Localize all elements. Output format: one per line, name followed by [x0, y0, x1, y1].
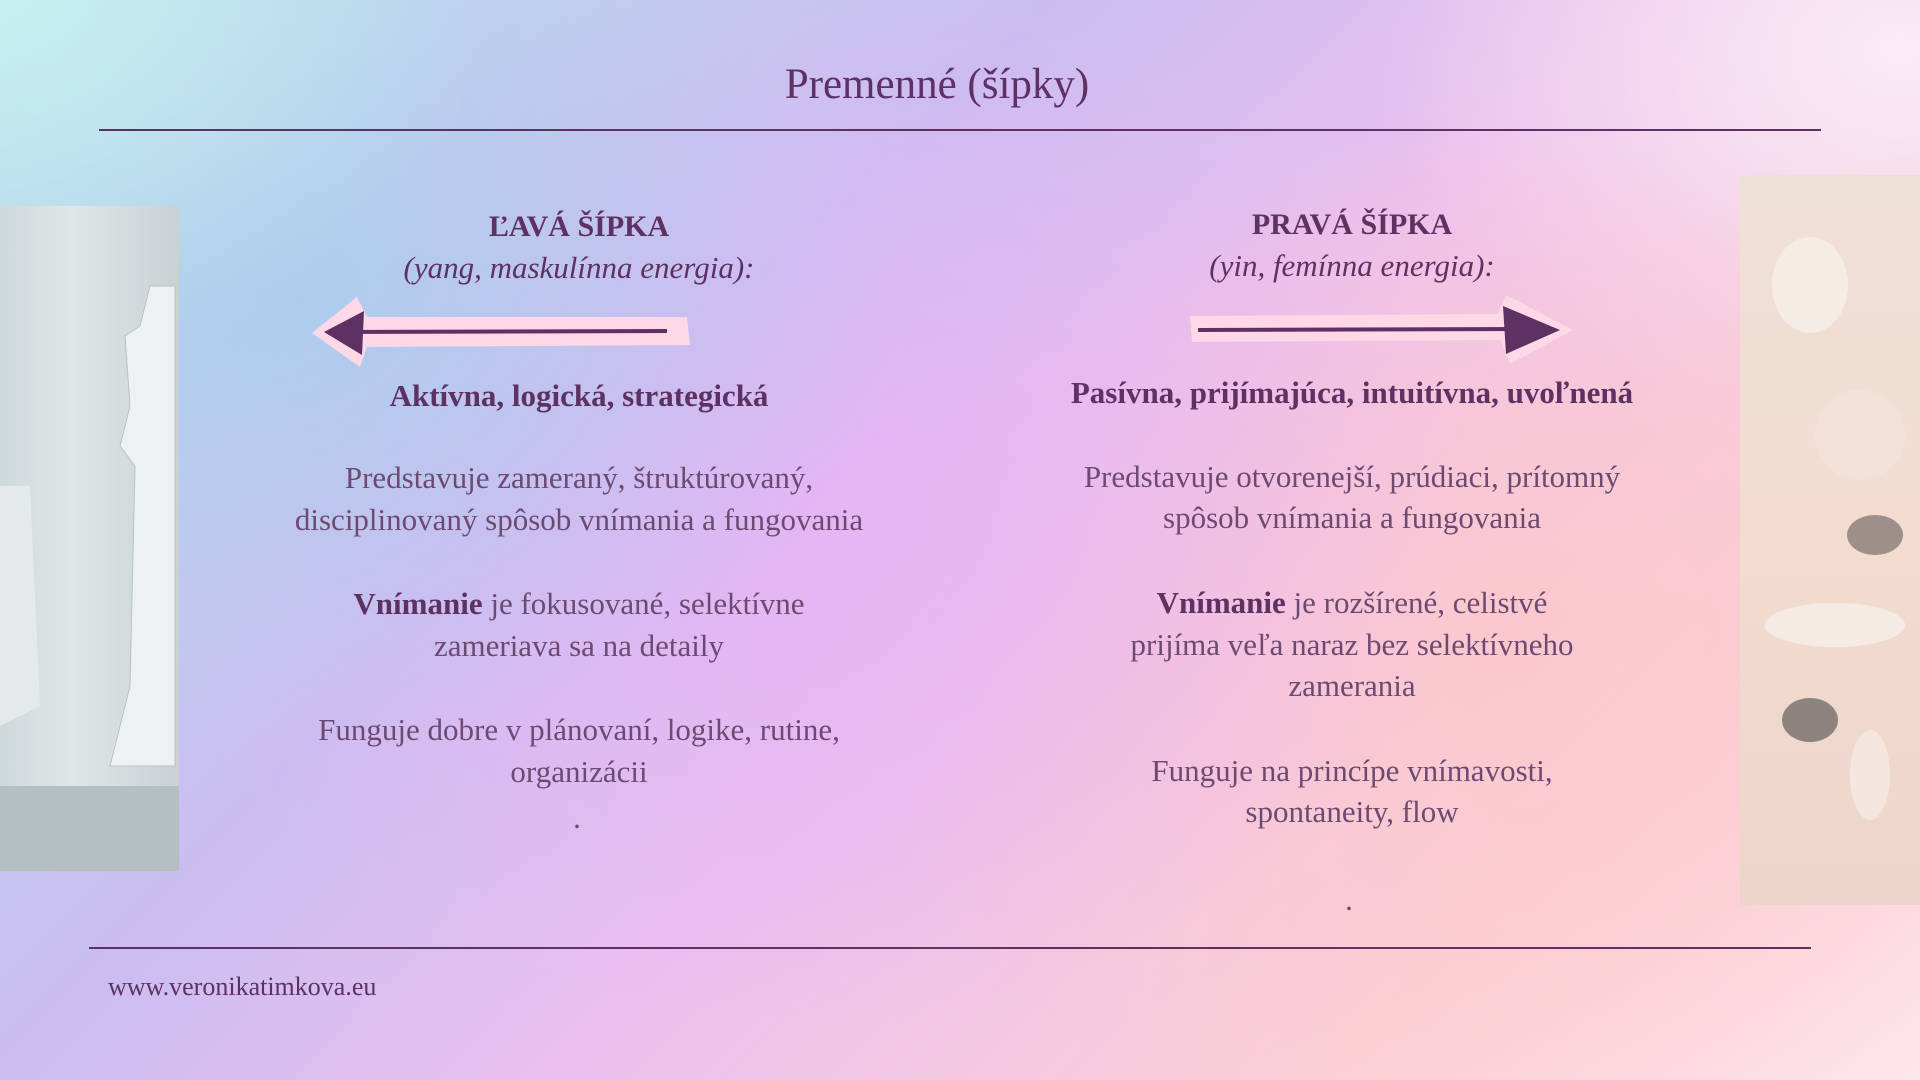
right-perception-line2: prijíma veľa naraz bez selektívneho — [1130, 627, 1574, 662]
left-perception-label: Vnímanie — [353, 586, 483, 621]
bottom-divider — [89, 947, 1811, 949]
right-description-line1: Predstavuje otvorenejší, prúdiaci, prítomný — [1083, 459, 1621, 494]
right-function-line1: Funguje na princípe vnímavosti, — [1151, 753, 1553, 788]
right-description-line2: spôsob vnímania a fungovania — [1163, 500, 1541, 535]
chess-image — [0, 206, 179, 871]
arrow-right-icon — [1188, 292, 1573, 372]
left-function-line1: Funguje dobre v plánovaní, logike, rutine, — [318, 712, 840, 747]
arrow-left-icon — [312, 295, 692, 375]
right-perception-line3: zamerania — [1288, 668, 1416, 703]
right-arrow-subheading: (yin, femínna energia): — [1209, 248, 1495, 283]
right-arrow-heading: PRAVÁ ŠÍPKA — [1251, 208, 1453, 241]
left-dot: . — [573, 800, 581, 835]
left-description-line2: disciplinovaný spôsob vnímania a fungovania — [294, 502, 864, 537]
left-keywords: Aktívna, logická, strategická — [389, 378, 769, 413]
page-title: Premenné (šípky) — [784, 61, 1090, 108]
left-perception-line1 — [353, 586, 804, 622]
left-perception-text: je fokusované, selektívne — [482, 586, 805, 621]
right-perception-line1 — [1157, 585, 1548, 621]
right-dot: . — [1345, 882, 1353, 917]
website-url[interactable]: www.veronikatimkova.eu — [108, 972, 377, 1001]
left-function-line2: organizácii — [510, 754, 648, 789]
top-divider — [99, 129, 1821, 131]
left-description-line1: Predstavuje zameraný, štruktúrovaný, — [344, 460, 814, 495]
right-function-line2: spontaneity, flow — [1245, 794, 1459, 829]
left-arrow-heading: ĽAVÁ ŠÍPKA — [488, 210, 670, 243]
seashells-image — [1740, 175, 1920, 905]
right-perception-text: je rozšírené, celistvé — [1285, 585, 1548, 620]
right-keywords: Pasívna, prijímajúca, intuitívna, uvoľnená — [1070, 375, 1634, 410]
left-arrow-subheading: (yang, maskulínna energia): — [403, 250, 755, 285]
right-perception-label: Vnímanie — [1156, 585, 1286, 620]
left-perception-line2: zameriava sa na detaily — [433, 628, 725, 663]
